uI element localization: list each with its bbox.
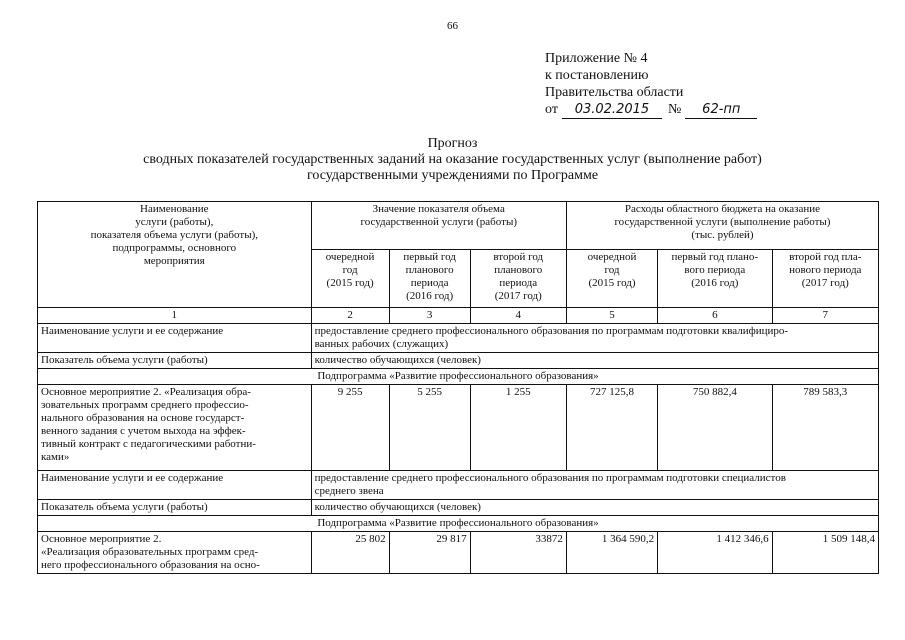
- value-2017: 33872: [470, 532, 566, 574]
- annex-line-2: к постановлению: [545, 68, 649, 83]
- column-number: 6: [658, 308, 772, 324]
- table-row: [38, 532, 879, 574]
- header-expense-2017: второй год пла- нового периода (2017 год): [772, 250, 878, 308]
- indicator-value: количество обучающихся (человек): [311, 500, 878, 516]
- expense-2016: 1 412 346,6: [658, 532, 772, 574]
- column-number: 4: [470, 308, 566, 324]
- value-2015: 25 802: [311, 532, 389, 574]
- value-2015: 9 255: [311, 385, 389, 471]
- annex-date-line: [545, 101, 757, 119]
- expense-2017: 789 583,3: [772, 385, 878, 471]
- table-row: [38, 369, 879, 385]
- value-2016: 5 255: [389, 385, 470, 471]
- expense-2015: 727 125,8: [566, 385, 657, 471]
- header-expense-2015: очередной год (2015 год): [566, 250, 657, 308]
- subprogram-title: Подпрограмма «Развитие профессионального образования»: [38, 369, 879, 385]
- table-row: [38, 324, 879, 353]
- expense-2015: 1 364 590,2: [566, 532, 657, 574]
- header-value-2015: очередной год (2015 год): [311, 250, 389, 308]
- indicator-label: Показатель объема услуги (работы): [38, 500, 312, 516]
- header-expense-group: Расходы областного бюджета на оказание государственной услуги (выполнение работы) (тыс. рублей): [566, 202, 878, 250]
- document-title: [0, 136, 905, 184]
- service-label: Наименование услуги и ее содержание: [38, 471, 312, 500]
- title-line-3: государственными учреждениями по Программе: [306, 168, 599, 183]
- date-prefix: от: [545, 102, 558, 117]
- value-2017: 1 255: [470, 385, 566, 471]
- header-value-2017: второй год планового периода (2017 год): [470, 250, 566, 308]
- column-number: 3: [389, 308, 470, 324]
- indicator-value: количество обучающихся (человек): [311, 353, 878, 369]
- measure-name: Основное мероприятие 2. «Реализация образовательных программ сред- него профессионального образования на осно-: [38, 532, 312, 574]
- table-row: [38, 353, 879, 369]
- measure-name: Основное мероприятие 2. «Реализация обра- зовательных программ среднего профессио- нального образования на основе государст- венного задания с учетом выхода на эффек- тивный контракт с педагогическими работни- ками»: [38, 385, 312, 471]
- handwritten-date: 03.02.2015: [562, 101, 662, 119]
- table-row: [38, 500, 879, 516]
- header-value-group: Значение показателя объема государственной услуги (работы): [311, 202, 566, 250]
- expense-2016: 750 882,4: [658, 385, 772, 471]
- service-label: Наименование услуги и ее содержание: [38, 324, 312, 353]
- title-line-1: Прогноз: [427, 136, 478, 151]
- column-number: 5: [566, 308, 657, 324]
- column-number: 2: [311, 308, 389, 324]
- table-row: [38, 385, 879, 471]
- title-line-2: сводных показателей государственных заданий на оказание государственных услуг (выполнение работ): [143, 152, 762, 167]
- header-name-column: Наименование услуги (работы), показателя объема услуги (работы), подпрограммы, основного мероприятия: [38, 202, 312, 308]
- column-number: 1: [38, 308, 312, 324]
- service-value: предоставление среднего профессионального образования по программам подготовки специалистов среднего звена: [311, 471, 878, 500]
- indicator-label: Показатель объема услуги (работы): [38, 353, 312, 369]
- handwritten-number: 62-пп: [685, 101, 757, 119]
- table-row: [38, 471, 879, 500]
- annex-line-3: Правительства области: [545, 85, 684, 100]
- header-expense-2016: первый год плано- вого периода (2016 год): [658, 250, 772, 308]
- header-value-2016: первый год планового периода (2016 год): [389, 250, 470, 308]
- expense-2017: 1 509 148,4: [772, 532, 878, 574]
- annex-line-1: Приложение № 4: [545, 51, 648, 66]
- forecast-table: [37, 201, 879, 574]
- service-value: предоставление среднего профессионального образования по программам подготовки квалифициро- ванных рабочих (служащих): [311, 324, 878, 353]
- annex-block: [545, 50, 757, 119]
- column-number: 7: [772, 308, 878, 324]
- number-prefix: №: [667, 102, 682, 117]
- page-number: 66: [447, 20, 458, 32]
- table-row: [38, 516, 879, 532]
- subprogram-title: Подпрограмма «Развитие профессионального образования»: [38, 516, 879, 532]
- value-2016: 29 817: [389, 532, 470, 574]
